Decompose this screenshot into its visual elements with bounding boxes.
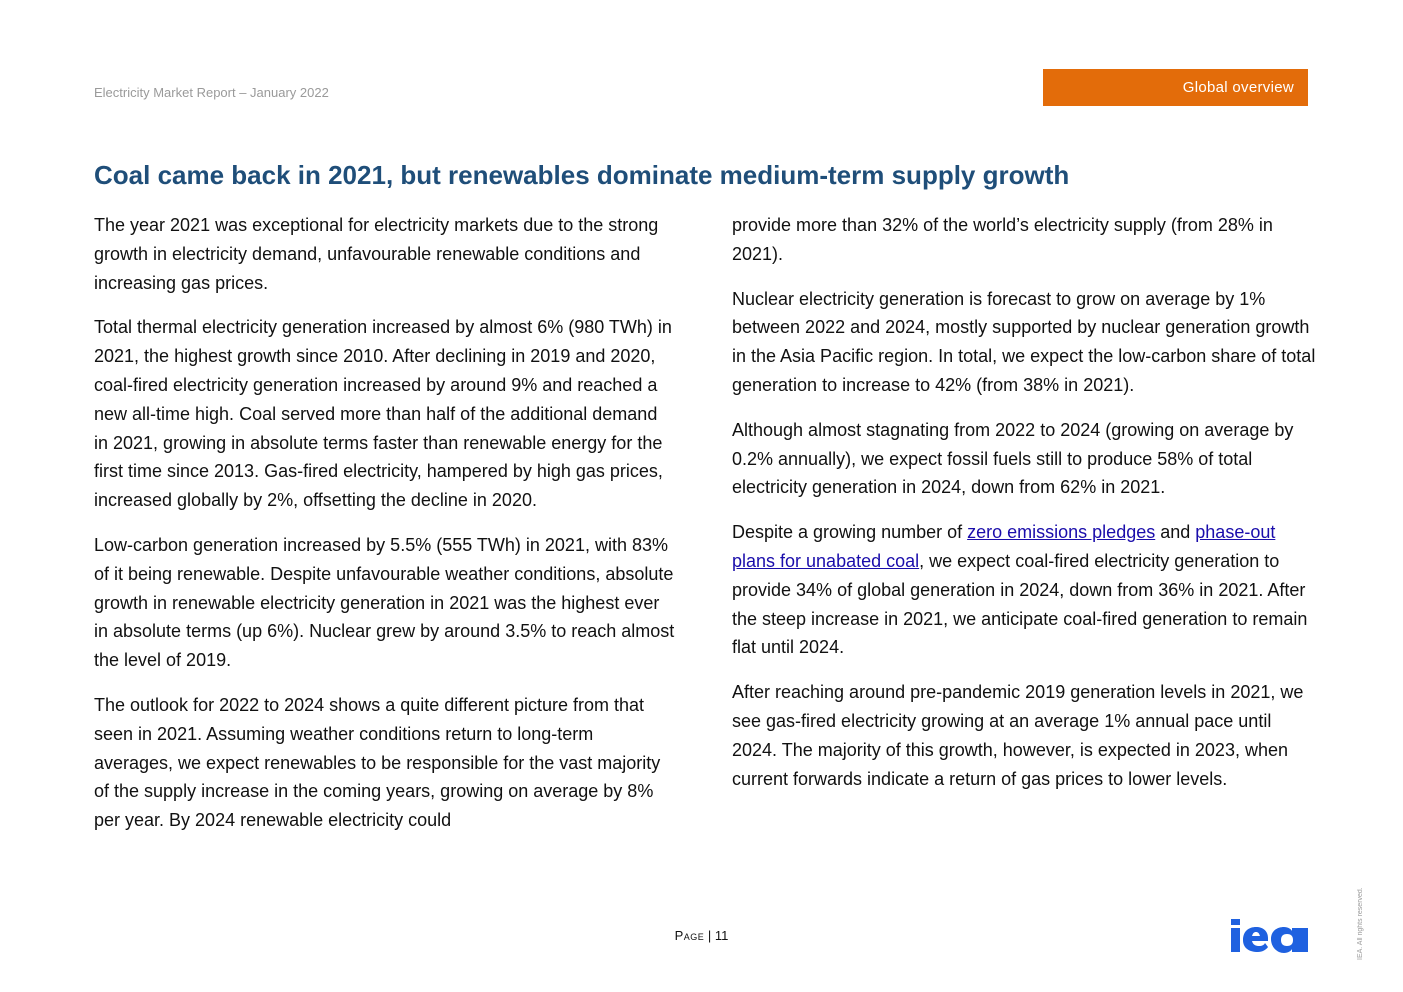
page-number (0, 928, 1403, 943)
text-span: and (1155, 522, 1196, 543)
section-tag (1043, 69, 1308, 106)
page-label: Page (674, 928, 705, 943)
paragraph: Total thermal electricity generation increased by almost 6% (980 TWh) in 2021, the highest growth since 2010. After declining in 2019 and 2020, coal-fired electricity generation increased by around 9% and reached a new all-time high. Coal served more than half of the additional demand in 2021, growing in absolute terms faster than renewable energy for the first time since 2013. Gas-fired electricity, hampered by high gas prices, increased globally by 2%, offsetting the decline in 2020. (94, 317, 672, 511)
right-column (732, 211, 1316, 809)
page-title: Coal came back in 2021, but renewables dominate medium-term supply growth (94, 160, 1070, 190)
paragraph (732, 518, 1316, 662)
paragraph: Although almost stagnating from 2022 to 2024 (growing on average by 0.2% annually), we expect fossil fuels still to produce 58% of total electricity generation in 2024, down from 62% in 2021. (732, 419, 1294, 498)
paragraph: Nuclear electricity generation is forecast to grow on average by 1% between 2022 and 2024, mostly supported by nuclear generation growth in the Asia Pacific region. In total, we expect the low-carbon share of total generation to increase to 42% (from 38% in 2021). (732, 288, 1316, 395)
paragraph: The year 2021 was exceptional for electricity markets due to the strong growth in electricity demand, unfavourable renewable conditions and increasing gas prices. (94, 215, 659, 293)
phase-out-coal-link[interactable]: phase-out plans for unabated coal (732, 522, 1276, 571)
text-span: Despite a growing number of (732, 522, 968, 543)
page-separator: | (704, 928, 715, 943)
page-number-value: 11 (714, 928, 729, 943)
paragraph: The outlook for 2022 to 2024 shows a quite different picture from that seen in 2021. Assuming weather conditions return to long-term averages, we expect renewables to be responsible for the vast majority of the supply increase in the coming years, growing on average by 8% per year. By 2024 renewable electricity could (94, 694, 661, 831)
report-title: Electricity Market Report – January 2022 (94, 85, 329, 100)
iea-logo-icon (1230, 916, 1310, 954)
text-span: , we expect coal-fired electricity generation to provide 34% of global generation in 2024, down from 36% in 2021. After the steep increase in 2021, we anticipate coal-fired generation to remain flat until 2024. (732, 550, 1308, 658)
zero-emissions-pledges-link[interactable]: zero emissions pledges (967, 522, 1156, 543)
left-column (94, 211, 676, 851)
rights-notice: IEA. All rights reserved. (1357, 887, 1364, 960)
paragraph: Low-carbon generation increased by 5.5% (555 TWh) in 2021, with 83% of it being renewable. Despite unfavourable weather conditions, absolute growth in renewable electricity generation in 2021 was the highest ever in absolute terms (up 6%). Nuclear grew by around 3.5% to reach almost the level of 2019. (94, 534, 675, 671)
section-tag-label: Global overview (1182, 79, 1294, 96)
paragraph: provide more than 32% of the world’s electricity supply (from 28% in 2021). (732, 215, 1273, 264)
paragraph: After reaching around pre-pandemic 2019 generation levels in 2021, we see gas-fired electricity growing at an average 1% annual pace until 2024. The majority of this growth, however, is expected in 2023, when current forwards indicate a return of gas prices to lower levels. (732, 682, 1304, 789)
logo-text: iea (1230, 916, 1232, 917)
